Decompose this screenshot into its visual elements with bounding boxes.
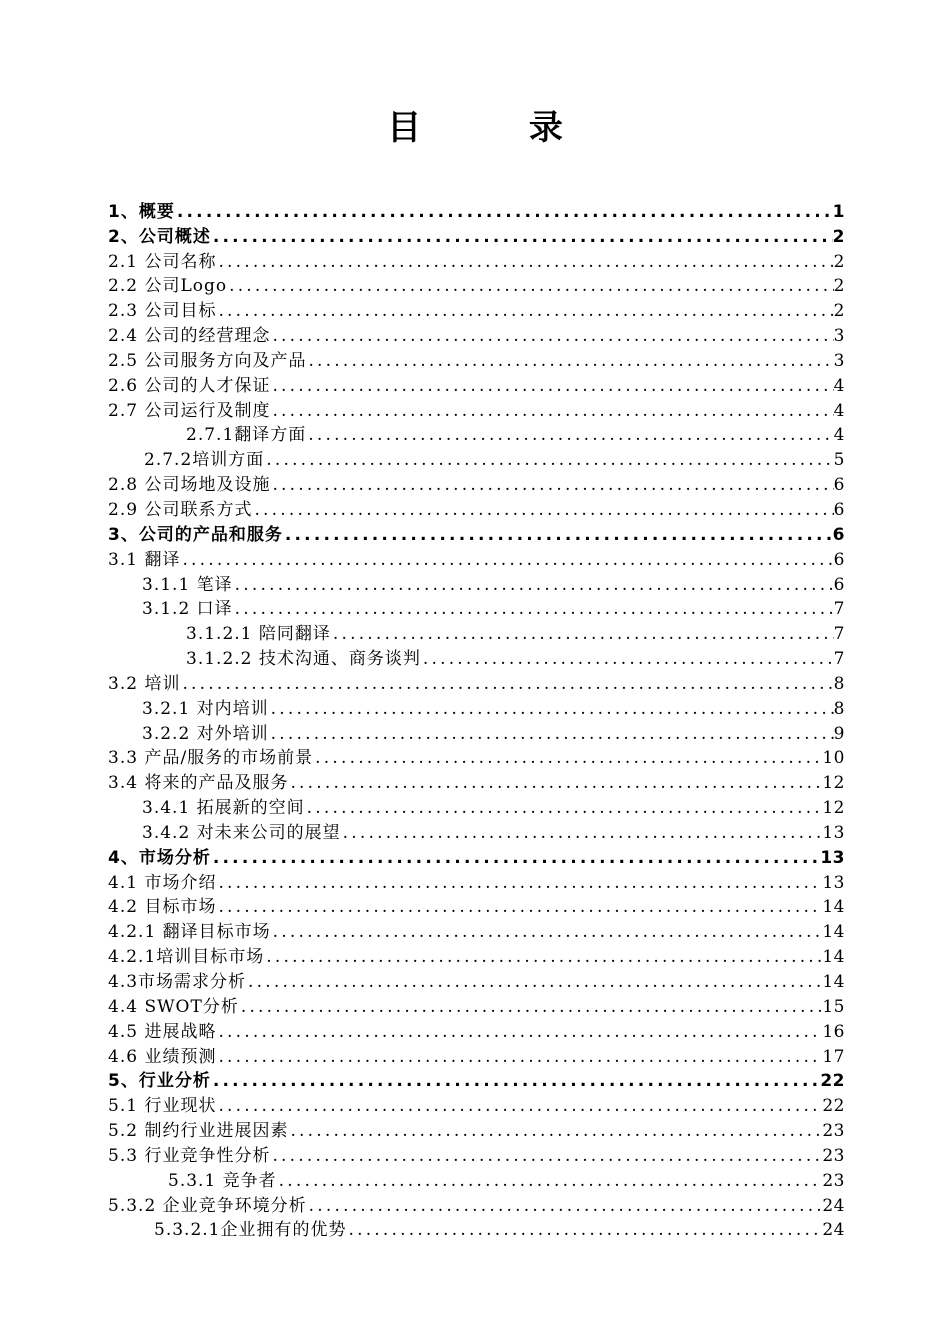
toc-entry-label: 4.3市场需求分析 (108, 972, 247, 992)
toc-entry-label: 3.2.1 对内培训 (142, 698, 269, 719)
toc-entry-label: 5.3.2 企业竞争环境分析 (108, 1195, 307, 1216)
toc-entry[interactable] (108, 943, 845, 968)
toc-entry-page-number: 24 (822, 1195, 845, 1216)
toc-leader-dots (270, 400, 833, 422)
toc-leader-dots (271, 921, 823, 943)
table-of-contents (108, 198, 845, 1241)
toc-entry-page-number: 8 (833, 698, 845, 719)
toc-entry[interactable] (108, 446, 845, 471)
toc-entry[interactable] (108, 819, 845, 844)
toc-entry-label: 3.2 培训 (108, 673, 181, 694)
toc-entry[interactable] (108, 695, 845, 720)
toc-leader-dots (211, 1070, 820, 1092)
toc-entry-label: 2.4 公司的经营理念 (108, 326, 271, 347)
toc-entry-label: 5、行业分析 (108, 1071, 211, 1092)
toc-entry-label: 3.1.2.2 技术沟通、商务谈判 (186, 649, 421, 670)
toc-entry-page-number: 13 (820, 847, 845, 868)
toc-entry-page-number: 12 (822, 773, 845, 794)
toc-entry[interactable] (108, 546, 845, 571)
toc-entry[interactable] (108, 894, 845, 919)
toc-entry-page-number: 3 (833, 350, 845, 371)
toc-entry-page-number: 15 (822, 996, 845, 1017)
toc-leader-dots (421, 648, 834, 670)
toc-entry-label: 2.8 公司场地及设施 (108, 475, 271, 496)
toc-leader-dots (211, 847, 820, 869)
toc-leader-dots (216, 872, 822, 894)
toc-leader-dots (306, 350, 833, 372)
toc-entry-page-number: 12 (822, 798, 845, 819)
toc-entry-page-number: 13 (822, 872, 845, 893)
toc-entry-page-number: 10 (822, 748, 845, 769)
toc-entry[interactable] (108, 322, 845, 347)
toc-leader-dots (239, 996, 823, 1018)
toc-entry[interactable] (108, 1192, 845, 1217)
toc-entry-page-number: 6 (832, 524, 845, 545)
toc-entry-page-number: 1 (832, 201, 845, 222)
toc-entry[interactable] (108, 968, 845, 993)
toc-entry[interactable] (108, 1043, 845, 1068)
toc-entry-label: 4.2.1 翻译目标市场 (108, 922, 271, 943)
toc-entry-page-number: 23 (822, 1170, 845, 1191)
toc-entry[interactable] (108, 794, 845, 819)
toc-entry-label: 4.4 SWOT分析 (108, 996, 239, 1017)
toc-entry[interactable] (108, 1068, 845, 1093)
toc-entry-page-number: 14 (822, 922, 845, 943)
toc-entry-label: 3.1 翻译 (108, 549, 181, 570)
toc-leader-dots (216, 300, 833, 322)
toc-entry-page-number: 7 (833, 599, 845, 620)
toc-entry-page-number: 2 (833, 276, 845, 297)
toc-entry[interactable] (108, 248, 845, 273)
toc-entry[interactable] (108, 645, 845, 670)
toc-entry-label: 3、公司的产品和服务 (108, 524, 283, 545)
toc-leader-dots (246, 971, 822, 993)
toc-entry-label: 3.4.1 拓展新的空间 (142, 798, 305, 819)
toc-entry-label: 5.1 行业现状 (108, 1096, 217, 1117)
toc-entry-page-number: 6 (833, 574, 845, 595)
toc-entry[interactable] (108, 993, 845, 1018)
toc-entry-page-number: 6 (833, 475, 845, 496)
toc-entry[interactable] (108, 1142, 845, 1167)
toc-entry-page-number: 24 (822, 1220, 845, 1241)
toc-entry[interactable] (108, 620, 845, 645)
toc-entry-label: 3.3 产品/服务的市场前景 (108, 748, 314, 769)
toc-leader-dots (180, 673, 833, 695)
toc-leader-dots (264, 449, 833, 471)
toc-leader-dots (313, 747, 822, 769)
toc-entry-page-number: 3 (833, 326, 845, 347)
toc-entry-page-number: 17 (822, 1046, 845, 1067)
toc-entry-page-number: 7 (833, 624, 845, 645)
toc-entry-label: 4.2.1培训目标市场 (108, 947, 265, 968)
toc-leader-dots (269, 723, 834, 745)
toc-entry[interactable] (108, 869, 845, 894)
toc-entry[interactable] (108, 1018, 845, 1043)
toc-entry[interactable] (108, 471, 845, 496)
toc-entry-page-number: 14 (822, 947, 845, 968)
toc-entry[interactable] (108, 918, 845, 943)
toc-entry-label: 2.5 公司服务方向及产品 (108, 350, 307, 371)
toc-entry-page-number: 2 (832, 226, 845, 247)
toc-leader-dots (216, 251, 833, 273)
toc-entry[interactable] (108, 198, 845, 223)
toc-entry-label: 5.2 制约行业进展因素 (108, 1121, 289, 1142)
toc-leader-dots (270, 1145, 822, 1167)
toc-entry-label: 2.7.2培训方面 (144, 450, 265, 471)
toc-entry-label: 1、概要 (108, 201, 175, 222)
toc-entry-label: 4.1 市场介绍 (108, 872, 217, 893)
toc-entry-page-number: 13 (822, 822, 845, 843)
toc-entry-label: 2、公司概述 (108, 226, 211, 247)
toc-leader-dots (252, 499, 833, 521)
toc-leader-dots (216, 1046, 822, 1068)
toc-leader-dots (288, 772, 822, 794)
toc-leader-dots (346, 1219, 822, 1241)
toc-entry[interactable] (108, 1117, 845, 1142)
toc-entry-page-number: 14 (822, 897, 845, 918)
toc-entry-page-number: 22 (822, 1096, 845, 1117)
toc-entry-page-number: 23 (822, 1121, 845, 1142)
toc-entry-page-number: 2 (833, 301, 845, 322)
toc-entry-label: 3.1.1 笔译 (142, 574, 233, 595)
toc-leader-dots (270, 325, 833, 347)
toc-entry[interactable] (108, 571, 845, 596)
toc-entry-page-number: 4 (833, 425, 845, 446)
toc-entry[interactable] (108, 297, 845, 322)
toc-leader-dots (270, 474, 833, 496)
toc-entry-page-number: 7 (833, 649, 845, 670)
toc-leader-dots (331, 623, 834, 645)
toc-entry-page-number: 22 (820, 1071, 845, 1092)
toc-entry[interactable] (108, 521, 845, 546)
toc-entry-page-number: 5 (833, 450, 845, 471)
toc-entry-label: 4.5 进展战略 (108, 1021, 217, 1042)
toc-entry-label: 3.1.2 口译 (142, 599, 233, 620)
toc-entry-page-number: 14 (822, 972, 845, 992)
toc-entry-label: 4、市场分析 (108, 847, 211, 868)
toc-entry-label: 2.7 公司运行及制度 (108, 400, 271, 421)
toc-leader-dots (277, 1170, 823, 1192)
toc-entry-label: 2.7.1翻译方面 (186, 425, 307, 446)
toc-entry[interactable] (108, 1167, 845, 1192)
toc-leader-dots (216, 896, 822, 918)
toc-leader-dots (233, 574, 834, 596)
toc-entry-page-number: 16 (822, 1021, 845, 1042)
toc-leader-dots (270, 375, 833, 397)
toc-entry[interactable] (108, 223, 845, 248)
toc-entry-page-number: 8 (833, 673, 845, 694)
toc-entry[interactable] (108, 745, 845, 770)
toc-leader-dots (211, 226, 833, 248)
toc-entry-page-number: 6 (833, 499, 845, 520)
toc-entry-page-number: 4 (833, 400, 845, 421)
toc-entry[interactable] (108, 347, 845, 372)
toc-title: 目 录 (387, 108, 611, 148)
toc-leader-dots (307, 1195, 823, 1217)
toc-entry[interactable] (108, 1217, 845, 1242)
toc-entry-page-number: 9 (833, 723, 845, 744)
toc-entry-label: 5.3.2.1企业拥有的优势 (154, 1220, 347, 1241)
toc-leader-dots (306, 424, 833, 446)
toc-leader-dots (341, 822, 823, 844)
toc-entry-page-number: 6 (833, 549, 845, 570)
toc-leader-dots (283, 524, 833, 546)
toc-entry-label: 4.2 目标市场 (108, 897, 217, 918)
toc-entry[interactable] (108, 844, 845, 869)
toc-leader-dots (227, 275, 834, 297)
toc-entry-label: 5.3 行业竞争性分析 (108, 1145, 271, 1166)
toc-entry-label: 3.4.2 对未来公司的展望 (142, 822, 341, 843)
toc-leader-dots (233, 598, 834, 620)
toc-entry-label: 3.1.2.1 陪同翻译 (186, 624, 331, 645)
toc-entry[interactable] (108, 769, 845, 794)
toc-entry-label: 2.1 公司名称 (108, 251, 217, 272)
toc-entry[interactable] (108, 397, 845, 422)
toc-entry-label: 2.6 公司的人才保证 (108, 375, 271, 396)
toc-leader-dots (175, 201, 833, 223)
toc-entry-page-number: 4 (833, 375, 845, 396)
toc-leader-dots (288, 1120, 822, 1142)
toc-entry[interactable] (108, 596, 845, 621)
toc-leader-dots (264, 946, 822, 968)
toc-leader-dots (216, 1095, 822, 1117)
toc-leader-dots (180, 549, 833, 571)
toc-entry[interactable] (108, 496, 845, 521)
toc-entry-label: 4.6 业绩预测 (108, 1046, 217, 1067)
toc-entry-label: 3.4 将来的产品及服务 (108, 773, 289, 794)
toc-entry[interactable] (108, 422, 845, 447)
toc-entry-label: 2.9 公司联系方式 (108, 499, 253, 520)
toc-leader-dots (216, 1021, 822, 1043)
toc-entry[interactable] (108, 720, 845, 745)
toc-entry[interactable] (108, 273, 845, 298)
toc-entry-label: 2.2 公司Logo (108, 276, 228, 297)
toc-entry-label: 2.3 公司目标 (108, 301, 217, 322)
toc-entry-page-number: 2 (833, 251, 845, 272)
toc-entry[interactable] (108, 1092, 845, 1117)
toc-entry[interactable] (108, 372, 845, 397)
toc-entry-label: 5.3.1 竞争者 (168, 1170, 277, 1191)
toc-entry-label: 3.2.2 对外培训 (142, 723, 269, 744)
toc-entry-page-number: 23 (822, 1145, 845, 1166)
toc-entry[interactable] (108, 670, 845, 695)
toc-leader-dots (269, 698, 834, 720)
toc-leader-dots (305, 797, 823, 819)
